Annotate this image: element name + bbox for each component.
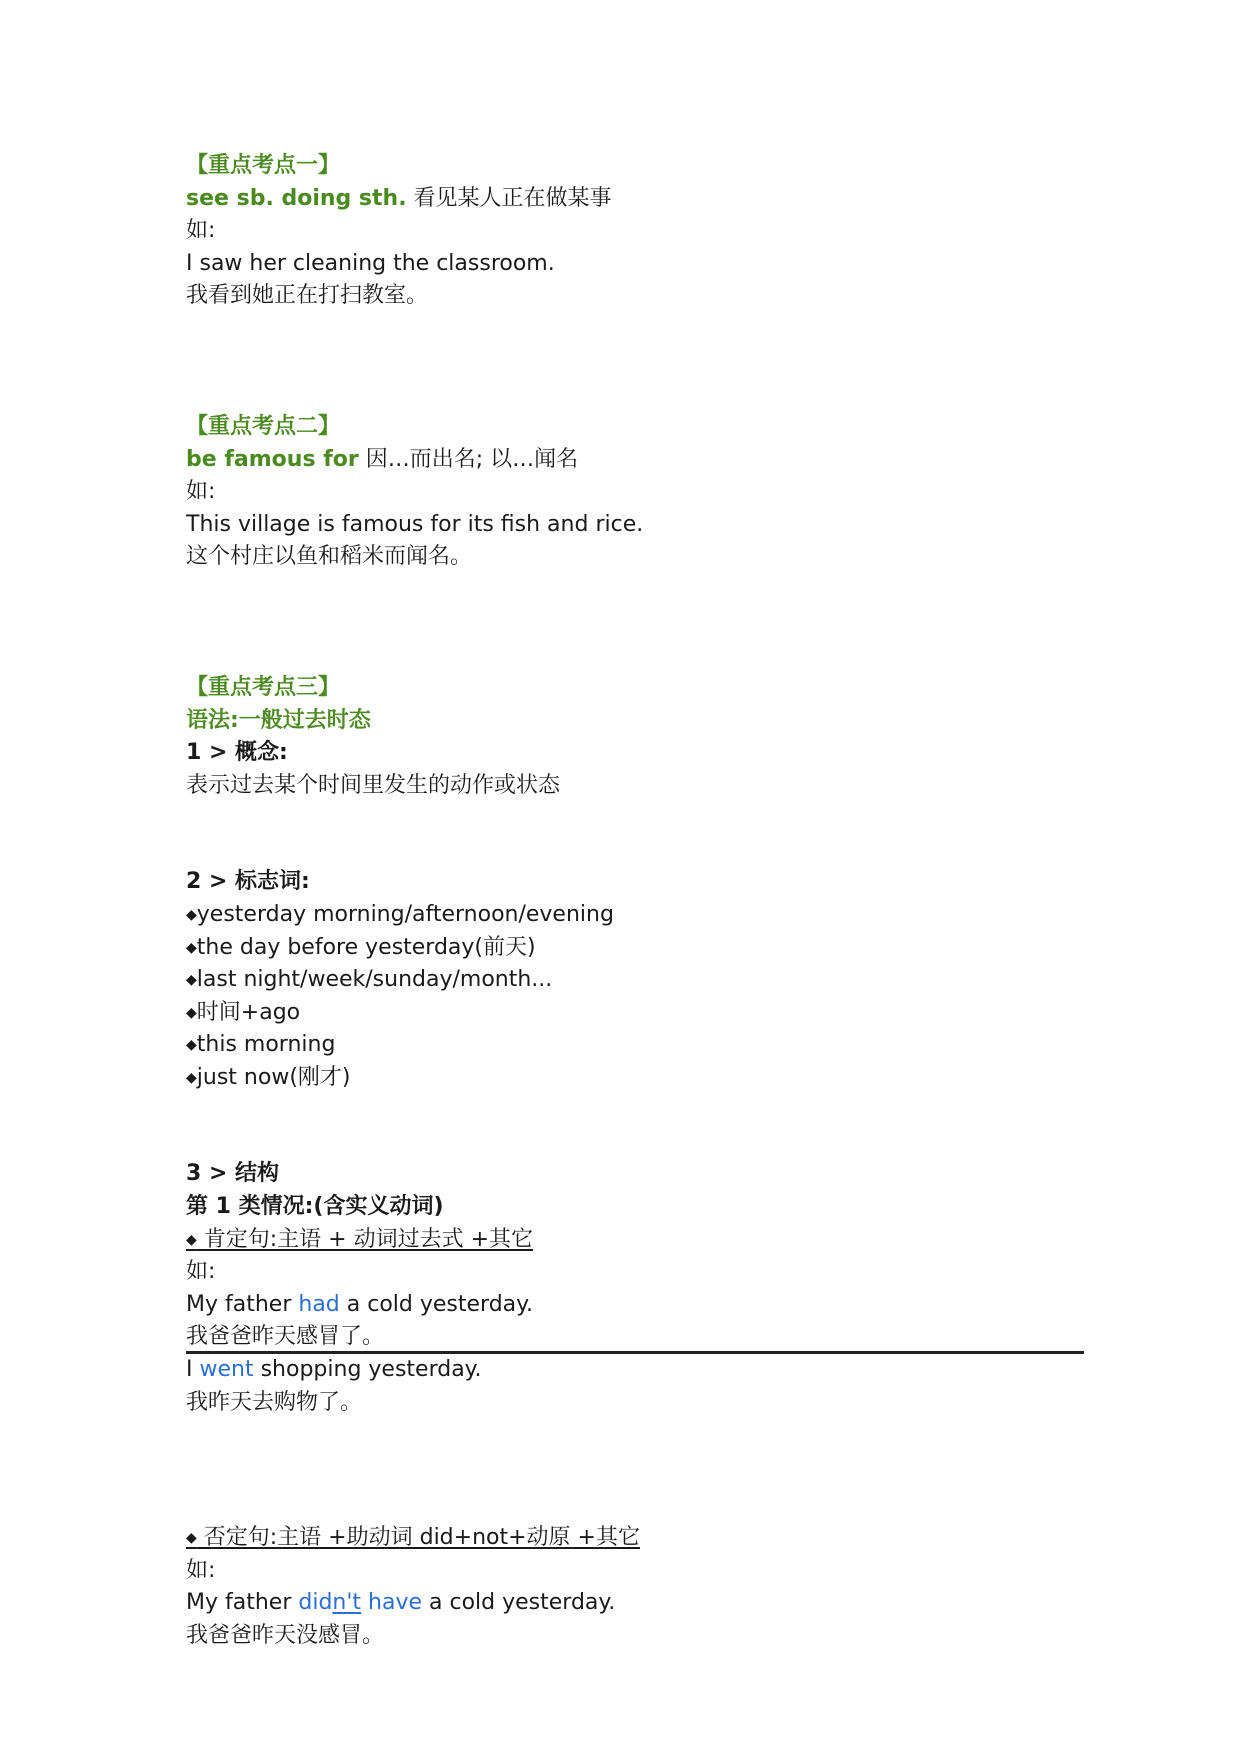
section1-example-zh: 我看到她正在打扫教室。 xyxy=(186,283,429,309)
affirmative-rule: ◆ 肯定句:主语 + 动词过去式 +其它 xyxy=(186,1226,534,1252)
diamond-bullet-icon: ◆ xyxy=(186,1069,197,1086)
diamond-bullet-icon: ◆ xyxy=(186,1231,197,1248)
verb-highlight: have xyxy=(368,1590,423,1616)
negative-example-zh: 我爸爸昨天没感冒。 xyxy=(186,1623,385,1648)
marker-item: ◆last night/week/sunday/month... xyxy=(186,967,553,993)
section2-header: 【重点考点二】 xyxy=(186,413,341,439)
concept-title: 1 > 概念: xyxy=(186,740,288,766)
section2-example-en: This village is famous for its fish and rice. xyxy=(186,511,644,537)
affirmative-example-2-zh: 我昨天去购物了。 xyxy=(186,1389,363,1415)
diamond-bullet-icon: ◆ xyxy=(186,939,197,956)
marker-item: ◆just now(刚才) xyxy=(186,1064,351,1090)
section1-eg-label: 如: xyxy=(186,218,216,244)
section1-meaning: 看见某人正在做某事 xyxy=(406,185,612,211)
marker-item: ◆the day before yesterday(前天) xyxy=(186,934,536,960)
concept-text: 表示过去某个时间里发生的动作或状态 xyxy=(186,772,561,798)
negative-eg-label: 如: xyxy=(186,1557,216,1583)
marker-item: ◆yesterday morning/afternoon/evening xyxy=(186,901,614,927)
markers-title: 2 > 标志词: xyxy=(186,869,310,895)
diamond-bullet-icon: ◆ xyxy=(186,906,197,923)
section3-header: 【重点考点三】 xyxy=(186,674,341,700)
section2-meaning: 因…而出名; 以…闻名 xyxy=(358,446,579,472)
diamond-bullet-icon: ◆ xyxy=(186,1530,197,1547)
document-body xyxy=(186,150,1086,1653)
affirmative-eg-label: 如: xyxy=(186,1259,216,1285)
diamond-bullet-icon: ◆ xyxy=(186,1004,197,1021)
section2-example-zh: 这个村庄以鱼和稻米而闻名。 xyxy=(186,544,473,570)
verb-highlight: went xyxy=(199,1357,254,1383)
verb-highlight: had xyxy=(298,1291,340,1317)
affirmative-example-1: My father had a cold yesterday. xyxy=(186,1291,534,1317)
section1-phrase: see sb. doing sth. xyxy=(186,185,407,211)
section1-header: 【重点考点一】 xyxy=(186,153,341,178)
case1-title: 第 1 类情况:(含实义动词) xyxy=(186,1194,444,1220)
marker-item: ◆时间+ago xyxy=(186,999,301,1025)
section2-phrase: be famous for xyxy=(186,446,359,472)
diamond-bullet-icon: ◆ xyxy=(186,1037,197,1054)
negative-example: My father didn't have a cold yesterday. xyxy=(186,1590,616,1616)
section2-eg-label: 如: xyxy=(186,479,216,505)
affirmative-example-1-zh: 我爸爸昨天感冒了。 xyxy=(186,1324,385,1350)
negative-rule: ◆ 否定句:主语 +助动词 did+not+动原 +其它 xyxy=(186,1525,640,1551)
section1-example-en: I saw her cleaning the classroom. xyxy=(186,250,555,276)
diamond-bullet-icon: ◆ xyxy=(186,972,197,989)
marker-item: ◆this morning xyxy=(186,1032,336,1058)
verb-highlight: did xyxy=(298,1590,333,1616)
verb-highlight: n't xyxy=(332,1590,362,1616)
structure-title: 3 > 结构 xyxy=(186,1161,280,1187)
affirmative-example-2: I went shopping yesterday. xyxy=(186,1357,482,1383)
section3-topic: 语法:一般过去时态 xyxy=(186,707,371,733)
section2-phrase-line xyxy=(186,444,1086,477)
horizontal-divider xyxy=(186,1351,1084,1354)
section1-phrase-line xyxy=(186,183,1086,216)
